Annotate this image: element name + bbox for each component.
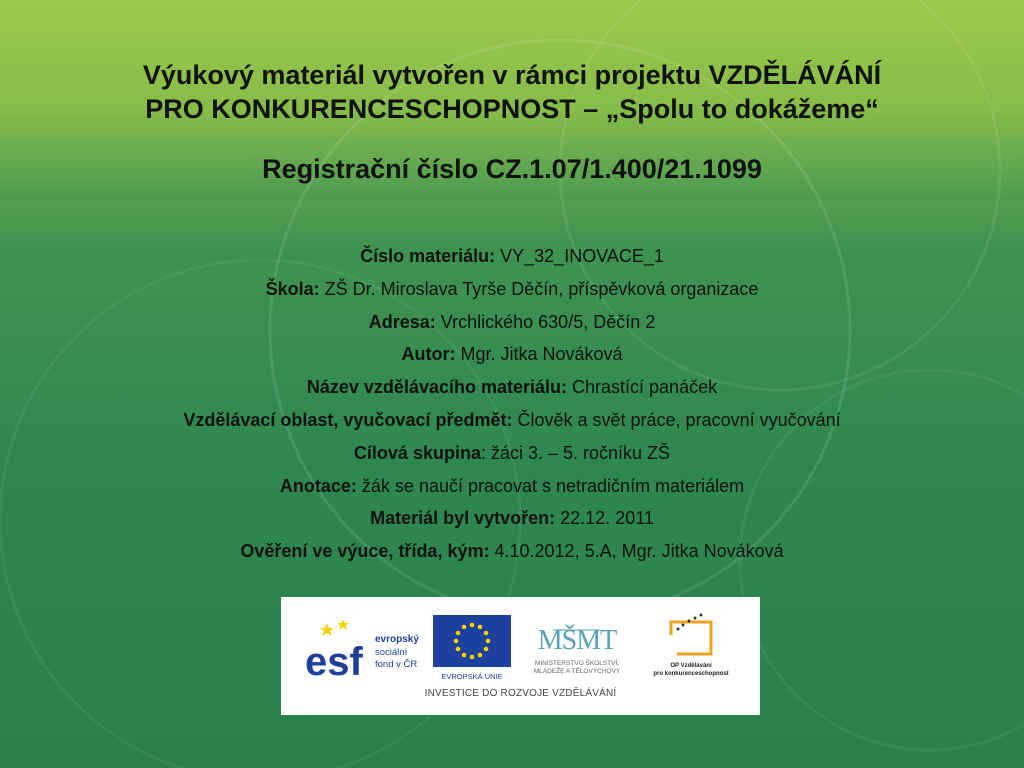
info-value: Vrchlického 630/5, Děčín 2 [435, 311, 656, 332]
info-label: Vzdělávací oblast, vyučovací předmět: [183, 409, 513, 430]
info-row-created [20, 502, 1004, 535]
msmt-text-1: MINISTERSTVO ŠKOLSTVÍ, [534, 660, 620, 667]
esf-logo [305, 619, 419, 684]
info-row-author [20, 338, 1004, 371]
esf-text-3: fond v ČR [375, 659, 418, 670]
info-value: 22.12. 2011 [555, 508, 654, 529]
info-label: Název vzdělávacího materiálu: [306, 377, 568, 398]
info-label: Autor: [401, 344, 456, 365]
info-row-subject [20, 404, 1004, 437]
info-label: Materiál byl vytvořen: [370, 508, 556, 529]
msmt-text-2: MLÁDEŽE A TĚLOVÝCHOVY [533, 668, 621, 675]
info-value: Člověk a svět práce, pracovní vyučování [512, 409, 841, 430]
info-value: Mgr. Jitka Nováková [455, 344, 623, 365]
slide-title [20, 58, 1004, 126]
op-vzdelavani-logo [653, 614, 728, 678]
info-row-material-number [20, 240, 1004, 273]
msmt-mark: MŠMT [537, 625, 617, 656]
title-line-1: Výukový materiál vytvořen v rámci projektu VZDĚLÁVÁNÍ [142, 60, 882, 90]
info-value: VY_32_INOVACE_1 [495, 246, 664, 266]
info-label: Anotace: [279, 475, 357, 496]
esf-text-1: evropský [375, 634, 419, 645]
material-info [20, 240, 1004, 568]
info-label: Číslo materiálu: [360, 246, 496, 266]
funding-logos-strip [281, 597, 760, 715]
info-value: Chrastící panáček [567, 377, 718, 398]
registration-number: Registrační číslo CZ.1.07/1.400/21.1099 [262, 154, 762, 184]
op-text-2: pro konkurenceschopnost [653, 671, 729, 677]
op-text-1: OP Vzdělávání [670, 663, 712, 669]
info-label: Adresa: [368, 311, 436, 332]
info-value: 4.10.2012, 5.A, Mgr. Jitka Nováková [489, 541, 784, 562]
info-value: : žáci 3. – 5. ročníku ZŠ [480, 442, 671, 463]
msmt-logo [534, 625, 621, 675]
info-label: Škola: [265, 278, 320, 299]
info-label: Ověření ve výuce, třída, kým: [240, 541, 490, 562]
esf-text-2: sociální [375, 647, 408, 658]
info-row-material-name [20, 371, 1004, 404]
esf-mark: esf [305, 640, 363, 684]
eu-label: EVROPSKÁ UNIE [441, 672, 503, 681]
info-row-target-group [20, 437, 1004, 470]
eu-flag-logo [433, 615, 511, 681]
title-line-2: PRO KONKURENCESCHOPNOST – „Spolu to dokážeme“ [145, 94, 879, 124]
info-row-school [20, 273, 1004, 306]
info-row-annotation [20, 470, 1004, 503]
info-value: ZŠ Dr. Miroslava Tyrše Děčín, příspěvková organizace [319, 278, 759, 299]
info-value: žák se naučí pracovat s netradičním materiálem [356, 475, 745, 496]
info-label: Cílová skupina [353, 442, 481, 463]
investice-label: INVESTICE DO ROZVOJE VZDĚLÁVÁNÍ [424, 688, 617, 699]
info-row-address [20, 306, 1004, 339]
info-row-verification [20, 535, 1004, 568]
